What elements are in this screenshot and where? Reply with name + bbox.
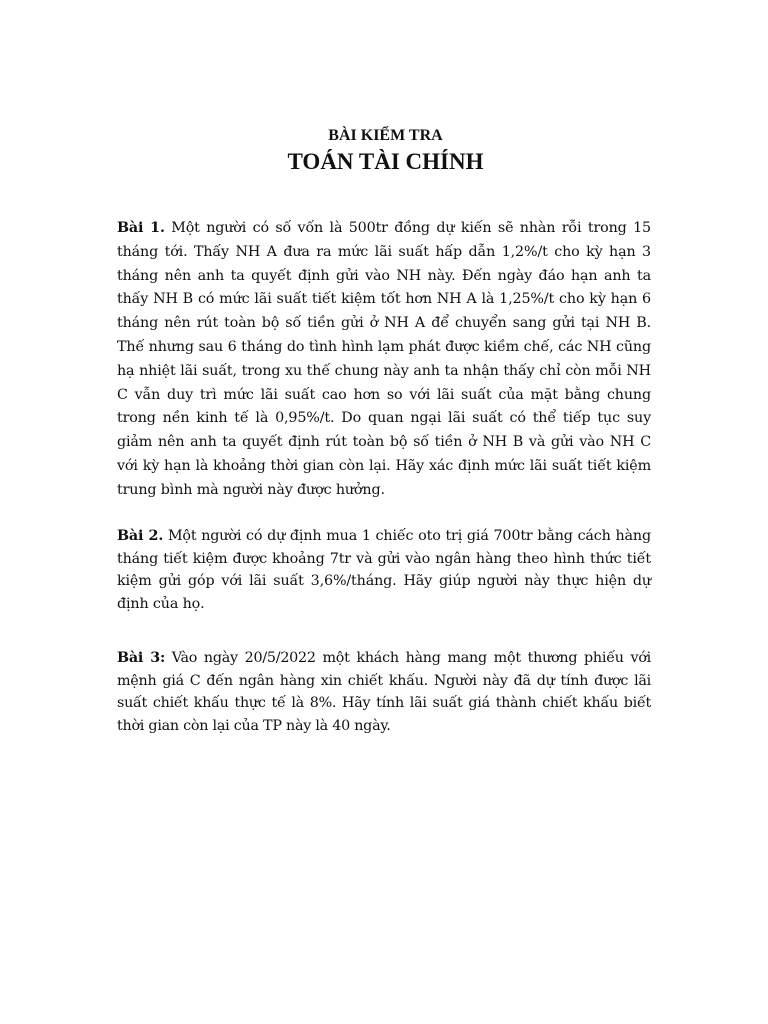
problem-1 (117, 217, 651, 503)
problem-1-label: Bài 1. (117, 220, 165, 236)
problem-2-text: Một người có dự định mua 1 chiếc oto trị giá 700tr bằng cách hàng tháng tiết kiệm được khoảng 7tr và gửi vào ngân hàng theo hình thức tiết kiệm gửi góp với lãi suất 3,6%/tháng. Hãy giúp người này thực hiện dự định của họ. (117, 528, 651, 612)
exam-heading: BÀI KIỂM TRA (328, 127, 443, 144)
title-block (0, 126, 768, 176)
problem-3-text: Vào ngày 20/5/2022 một khách hàng mang một thương phiếu với mệnh giá C đến ngân hàng xin chiết khấu. Người này đã dự tính được lãi suất chiết khấu thực tế là 8%. Hãy tính lãi suất giá thành chiết khấu biết thời gian còn lại của TP này là 40 ngày. (117, 650, 651, 734)
problem-3-label: Bài 3: (117, 650, 165, 666)
subject-title: TOÁN TÀI CHÍNH (287, 149, 484, 174)
problem-2-label: Bài 2. (117, 528, 164, 544)
problem-2 (117, 525, 651, 615)
problem-3 (117, 647, 651, 737)
problem-1-text: Một người có số vốn là 500tr đồng dự kiến sẽ nhàn rỗi trong 15 tháng tới. Thấy NH A đưa ra mức lãi suất hấp dẫn 1,2%/t cho kỳ hạn 3 tháng nên anh ta quyết định gửi vào NH này. Đến ngày đáo hạn anh ta thấy NH B có mức lãi suất tiết kiệm tốt hơn NH A là 1,25%/t cho kỳ hạn 6 tháng nên rút toàn bộ số tiền gửi ở NH A để chuyển sang gửi tại NH B. Thế nhưng sau 6 tháng do tình hình lạm phát được kiềm chế, các NH cũng hạ nhiệt lãi suất, trong xu thế chung này anh ta nhận thấy chỉ còn mỗi NH C vẫn duy trì mức lãi suất cao hơn so với lãi suất của mặt bằng chung trong nền kinh tế là 0,95%/t. Do quan ngại lãi suất có thể tiếp tục suy giảm nên anh ta quyết định rút toàn bộ số tiền ở NH B và gửi vào NH C với kỳ hạn là khoảng thời gian còn lại. Hãy xác định mức lãi suất tiết kiệm trung bình mà người này được hưởng. (117, 220, 651, 498)
